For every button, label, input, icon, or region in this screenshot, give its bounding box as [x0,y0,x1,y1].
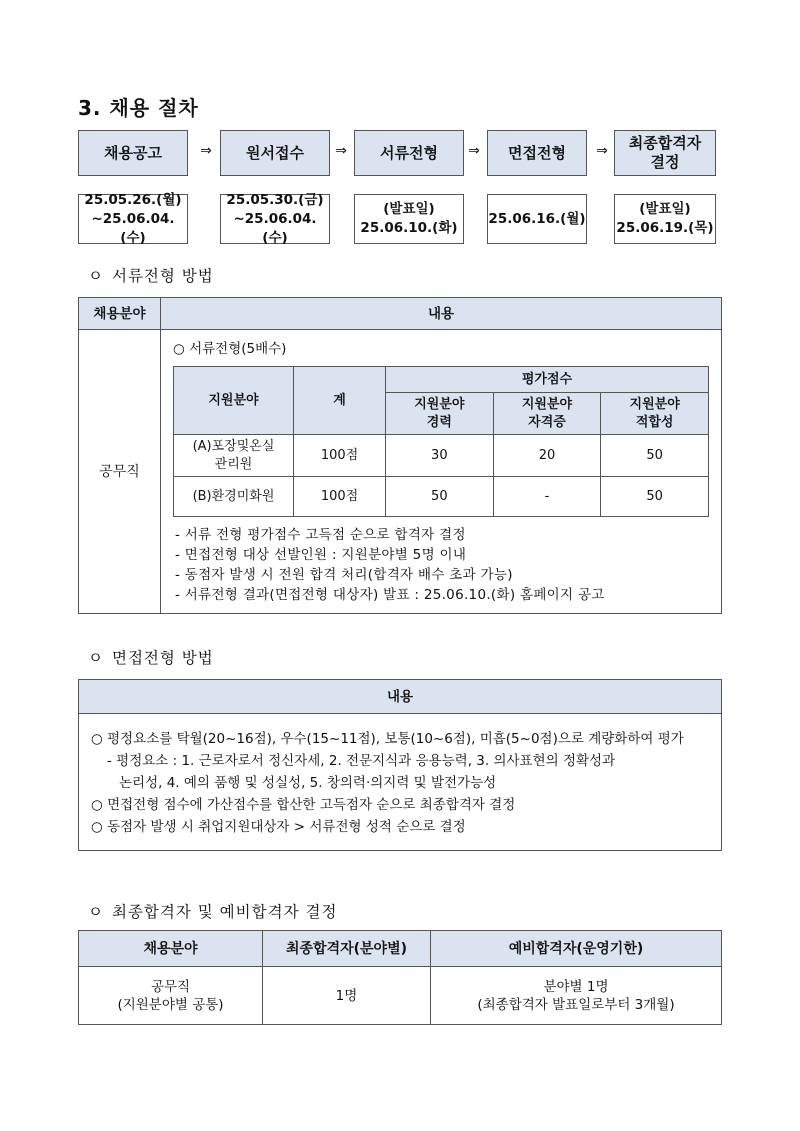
header-line: 지원분야 [414,396,465,412]
arrow-icon: ⇒ [200,143,212,159]
row-career: 50 [386,477,494,517]
final-col-final: 최종합격자(분야별) [263,931,431,967]
inner-col-career [386,393,494,435]
step-recruit-notice: 채용공고 [78,130,188,176]
interview-line: ○ 면접전형 점수에 가산점수를 합산한 고득점자 순으로 최종합격자 결정 [91,797,516,813]
row-suitability: 50 [601,435,709,477]
sub-title: ○ 서류전형(5배수) [173,341,287,357]
interview-line: ○ 평정요소를 탁월(20~16점), 우수(15~11점), 보통(10~6점), 미흡(5~0점)으로 계량화하여 평가 [91,731,684,747]
arrow-icon: ⇒ [335,143,347,159]
doc-screening-table [78,297,722,614]
date-line: 25.06.10.(화) [360,220,458,236]
inner-col-score: 평가점수 [386,367,709,393]
final-reserve [431,967,722,1025]
row-career: 30 [386,435,494,477]
circle-bullet-icon: ㅇ [88,649,104,667]
final-section-title-text: 최종합격자 및 예비합격자 결정 [111,903,338,921]
field-line: 공무직 [150,978,191,995]
interview-content [79,714,722,851]
doc-section-title [88,264,214,286]
date-line: ~25.06.04.(수) [91,210,175,246]
date-line: 25.06.19.(목) [616,220,714,236]
row-total: 100점 [294,477,386,517]
date-interview: 25.06.16.(월) [487,194,587,244]
doc-section-title-text: 서류전형 방법 [111,267,214,285]
bullet-line: - 면접전형 대상 선발인원 : 지원분야별 5명 이내 [175,547,467,563]
arrow-icon: ⇒ [596,143,608,159]
step-final-line1: 최종합격자 [628,134,702,152]
date-recruit-notice [78,191,188,246]
date-line: ~25.06.04.(수) [233,210,317,246]
interview-table [78,679,722,851]
interview-section-title [88,646,214,668]
header-line: 경력 [426,414,452,430]
header-line: 자격증 [528,414,566,430]
section-heading: 3. 채용 절차 [78,96,199,120]
field-line: 관리원 [214,456,253,472]
final-col-reserve: 예비합격자(운영기한) [431,931,722,967]
bullet-line: - 서류 전형 평가점수 고득점 순으로 합격자 결정 [175,527,466,543]
step-final-line2: 결정 [650,153,680,171]
step-interview: 면접전형 [487,130,587,176]
content-cell [161,330,722,614]
interview-col-content: 내용 [79,680,722,714]
date-line: 25.05.30.(금) [226,191,324,208]
table-row [79,967,722,1025]
circle-bullet-icon: ㅇ [88,267,104,285]
date-application [220,191,330,246]
step-final-decision [614,130,716,176]
table-row [174,477,709,517]
step-document-screening: 서류전형 [354,130,464,176]
doc-bullets [175,525,721,605]
reserve-line: 분야별 1명 [543,978,609,995]
interview-line: - 평정요소 : 1. 근로자로서 정신자세, 2. 전문지식과 응용능력, 3. 의사표현의 정확성과 [107,753,616,769]
date-line: (발표일) [383,201,435,217]
score-table [173,366,709,517]
final-section-title [88,900,337,922]
date-document-screening [354,194,464,244]
circle-bullet-icon: ㅇ [88,903,104,921]
reserve-line: (최종합격자 발표일로부터 3개월) [477,996,675,1013]
inner-col-license [493,393,601,435]
row-license: - [493,477,601,517]
interview-line: 논리성, 4. 예의 품행 및 성실성, 5. 창의력·의지력 및 발전가능성 [119,775,497,791]
date-line: 25.05.26.(월) [84,191,182,208]
final-field [79,967,263,1025]
inner-col-suitability [601,393,709,435]
header-line: 지원분야 [521,396,573,412]
row-suitability: 50 [601,477,709,517]
header-line: 지원분야 [629,396,680,412]
interview-section-title-text: 면접전형 방법 [111,649,214,667]
field-cell: 공무직 [79,330,161,614]
bullet-line: - 서류전형 결과(면접전형 대상자) 발표 : 25.06.10.(화) 홈페이지 공고 [175,587,605,603]
date-final-decision [614,194,716,244]
row-field: (B)환경미화원 [174,477,294,517]
bullet-line: - 동점자 발생 시 전원 합격 처리(합격자 배수 초과 가능) [175,567,513,583]
arrow-icon: ⇒ [468,143,480,159]
header-line: 적합성 [635,414,674,430]
field-line: (지원분야별 공통) [117,996,224,1013]
row-total: 100점 [294,435,386,477]
row-field [174,435,294,477]
date-line: (발표일) [639,201,691,217]
field-line: (A)포장및온실 [192,438,275,454]
final-count: 1명 [263,967,431,1025]
step-application: 원서접수 [220,130,330,176]
inner-col-field: 지원분야 [174,367,294,435]
final-table [78,930,722,1025]
table-row [174,435,709,477]
inner-col-total: 계 [294,367,386,435]
row-license: 20 [493,435,601,477]
interview-line: ○ 동점자 발생 시 취업지원대상자 > 서류전형 성적 순으로 결정 [91,819,466,835]
final-col-field: 채용분야 [79,931,263,967]
col-content: 내용 [161,298,722,330]
col-field: 채용분야 [79,298,161,330]
